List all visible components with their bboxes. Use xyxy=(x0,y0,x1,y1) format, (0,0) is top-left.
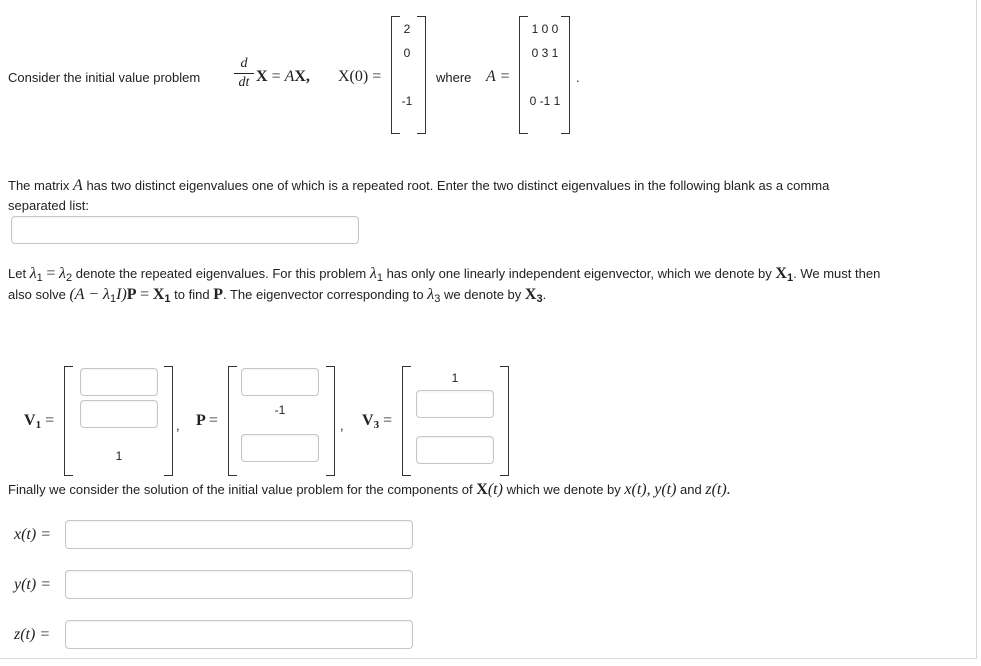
eigenvalues-input[interactable] xyxy=(11,216,359,244)
p-left-bracket xyxy=(228,366,237,476)
lambda-symbol: λ xyxy=(369,265,377,282)
ode-equation xyxy=(256,68,310,86)
ode-a: A xyxy=(284,68,295,85)
v3-sub: 3 xyxy=(373,419,380,431)
y-label: y(t) = xyxy=(14,576,51,593)
q2-sub: 3 xyxy=(536,293,543,305)
ode-x: X xyxy=(256,68,268,85)
v3-left-bracket xyxy=(402,366,411,476)
v3-label xyxy=(362,412,392,430)
q2-sub: 1 xyxy=(36,272,43,284)
q2-text: we denote by xyxy=(443,287,522,302)
z-label: z(t) = xyxy=(14,626,51,643)
v3-entry-1: 1 xyxy=(451,371,459,385)
matrix-a-row: 0 3 1 xyxy=(531,46,559,60)
x-label: x(t) = xyxy=(14,526,51,543)
q2-eq: = xyxy=(46,265,56,282)
p-entry-3-input[interactable] xyxy=(241,434,319,462)
intro-label: Consider the initial value problem xyxy=(8,70,201,85)
q3-yt: y(t) xyxy=(654,481,677,498)
q1-text: separated list: xyxy=(8,198,89,213)
p-right-bracket xyxy=(326,366,335,476)
v1-entry-3: 1 xyxy=(115,449,123,463)
x-solution-input[interactable] xyxy=(65,520,413,549)
v1-left-bracket xyxy=(64,366,73,476)
q2-sub: 1 xyxy=(376,272,383,284)
lambda-symbol: λ xyxy=(59,265,66,282)
x0-entry: 2 xyxy=(403,22,411,36)
ode-ax: X, xyxy=(294,68,310,85)
q2-text: denote the repeated eigenvalues. For this problem xyxy=(75,266,367,281)
matrix-a-row: 0 -1 1 xyxy=(529,94,561,108)
x0-entry: 0 xyxy=(403,46,411,60)
v1-letter: V xyxy=(24,412,36,429)
p-entry-1-input[interactable] xyxy=(241,368,319,396)
matrix-a-row: 1 0 0 xyxy=(531,22,559,36)
q2-text: Let xyxy=(8,266,27,281)
q3-text: which we denote by xyxy=(506,482,621,497)
v3-entry-3-input[interactable] xyxy=(416,436,494,464)
q3-text: Finally we consider the solution of the initial value problem for the components of xyxy=(8,482,473,497)
derivative-numerator: d xyxy=(240,56,248,71)
q2-text: to find xyxy=(174,287,210,302)
q2-eqn: I) xyxy=(116,286,127,303)
p-letter: P xyxy=(196,412,205,429)
y-solution-input[interactable] xyxy=(65,570,413,599)
matrix-a-eq: A = xyxy=(486,68,511,85)
q2-text: . We must then xyxy=(793,266,881,281)
v1-eq: = xyxy=(45,412,55,429)
q1-var: A xyxy=(73,177,83,194)
q2-eqn: (A − λ xyxy=(69,286,110,303)
p-eq: = xyxy=(208,412,218,429)
v1-entry-1-input[interactable] xyxy=(80,368,158,396)
solution-question xyxy=(8,481,731,499)
q2-text: . xyxy=(542,287,547,302)
q2-text: also solve xyxy=(8,287,66,302)
v3-right-bracket xyxy=(500,366,509,476)
derivative-fraction xyxy=(234,56,254,91)
where-label: where xyxy=(436,70,472,85)
v1-sub: 1 xyxy=(35,419,42,431)
eigenvector-question xyxy=(8,264,973,306)
x0-entry: -1 xyxy=(401,94,413,108)
q1-text: The matrix xyxy=(8,178,70,193)
vector-separator: , xyxy=(340,418,344,433)
v3-eq: = xyxy=(383,412,393,429)
q2-x: X xyxy=(152,286,165,303)
ode-equals: = xyxy=(271,68,281,85)
q3-xt: x(t), xyxy=(624,481,651,498)
p-label xyxy=(196,412,218,430)
q3-tvar: (t) xyxy=(487,481,503,498)
q2-eq: = xyxy=(140,286,150,303)
v3-letter: V xyxy=(362,412,374,429)
q1-text: has two distinct eigenvalues one of which is a repeated root. Enter the two distinct eigenvalues in the following blank as a comma xyxy=(86,178,830,193)
v3-entry-2-input[interactable] xyxy=(416,390,494,418)
matrix-a-label xyxy=(486,68,510,86)
q2-text: . The eigenvector corresponding to xyxy=(222,287,424,302)
lambda-symbol: λ xyxy=(427,286,435,303)
q2-x: X xyxy=(775,265,787,282)
q2-x: X xyxy=(524,286,537,303)
eigenvalue-question xyxy=(8,176,968,216)
q2-sub: 1 xyxy=(164,293,171,305)
z-solution-input[interactable] xyxy=(65,620,413,649)
q3-x: X xyxy=(476,481,488,498)
q3-zt: z(t). xyxy=(705,481,731,498)
lambda-symbol: λ xyxy=(29,265,37,282)
v1-entry-2-input[interactable] xyxy=(80,400,158,428)
q2-p: P xyxy=(213,286,223,303)
p-entry-2: -1 xyxy=(274,403,286,417)
v1-right-bracket xyxy=(164,366,173,476)
vector-separator: , xyxy=(176,418,180,433)
v1-label xyxy=(24,412,54,430)
q2-sub: 2 xyxy=(65,272,73,284)
q2-sub: 1 xyxy=(109,293,117,305)
intro-period: . xyxy=(576,70,580,85)
q2-p: P xyxy=(126,286,137,303)
initial-condition-label: X(0) = xyxy=(338,68,382,85)
derivative-denominator: dt xyxy=(238,75,250,90)
q3-text: and xyxy=(680,482,702,497)
q2-sub: 1 xyxy=(786,272,794,284)
q2-text: has only one linearly independent eigenvector, which we denote by xyxy=(386,266,772,281)
q2-sub: 3 xyxy=(434,293,441,305)
